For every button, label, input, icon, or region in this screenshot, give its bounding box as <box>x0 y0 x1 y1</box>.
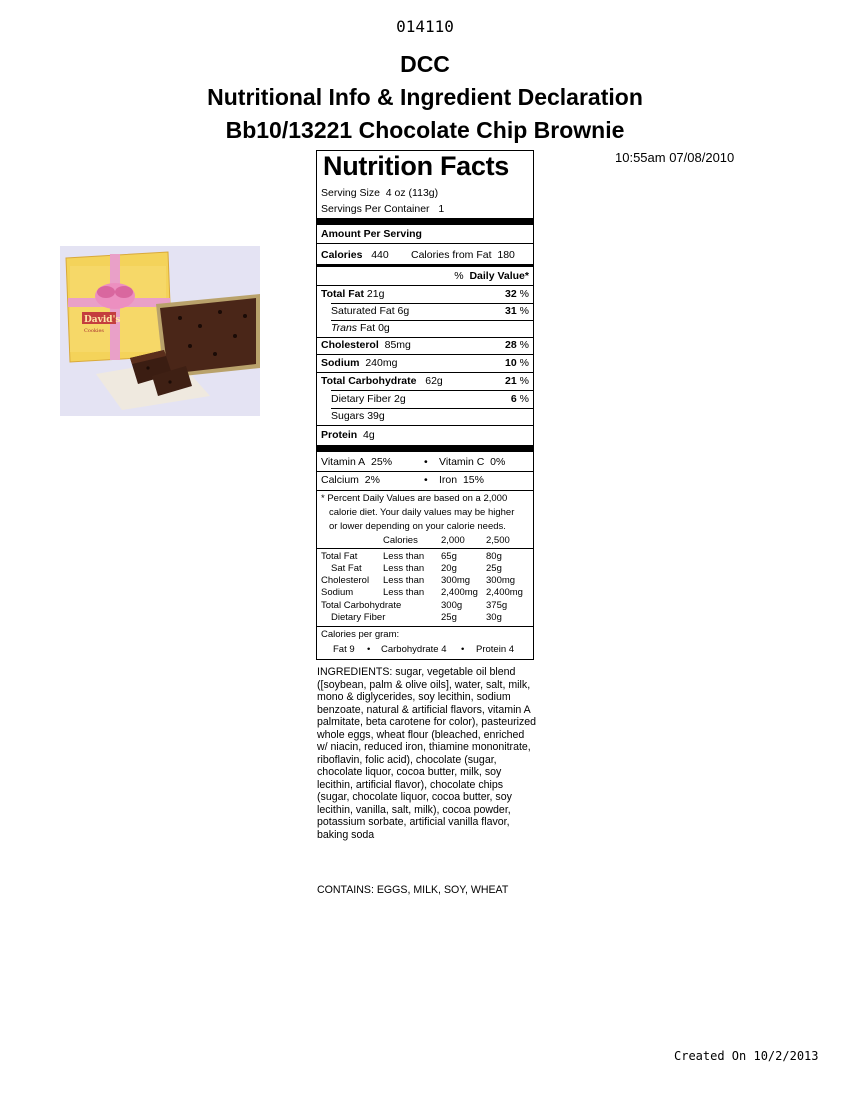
divider <box>317 425 533 426</box>
sugars-label: Sugars <box>331 410 365 422</box>
divider <box>331 303 533 304</box>
trans-fat-label: Fat <box>359 322 376 334</box>
divider <box>317 285 533 286</box>
cholesterol-label: Cholesterol <box>321 339 379 351</box>
document-id: 014110 <box>396 17 454 36</box>
bullet: • <box>367 644 371 655</box>
dv-header-2000: 2,000 <box>441 535 465 546</box>
divider <box>331 408 533 409</box>
dietary-fiber-value: 2g <box>394 393 406 405</box>
percent-sign: % <box>519 393 529 405</box>
divider-thick <box>317 445 533 452</box>
percent-sign: % <box>519 288 529 300</box>
serving-size-row <box>321 188 529 199</box>
dietary-fiber-label: Dietary Fiber <box>331 393 392 405</box>
dv-cell: 375g <box>486 600 508 611</box>
vitamin-row-1 <box>321 457 529 468</box>
total-fat-dv: 32 <box>505 288 517 300</box>
trans-fat-value: 0g <box>378 322 390 334</box>
timestamp: 10:55am 07/08/2010 <box>615 150 735 165</box>
divider <box>317 471 533 472</box>
dv-cell: 300g <box>441 600 463 611</box>
bullet: • <box>424 474 428 486</box>
dv-cell: Total Carbohydrate <box>321 600 402 611</box>
dv-cell: Less than <box>383 587 425 598</box>
carbohydrate-per-gram: Carbohydrate 4 <box>381 644 447 655</box>
sugars-row <box>321 411 529 422</box>
divider <box>317 626 533 627</box>
servings-row <box>321 204 529 215</box>
dv-cell: Less than <box>383 575 425 586</box>
divider-medium <box>317 264 533 267</box>
dietary-fiber-row <box>321 394 529 405</box>
ingredients-text: INGREDIENTS: sugar, vegetable oil blend ([soybean, palm & olive oils], water, salt, milk, mono & diglycerides, soy lecithin, sodium benzoate, natural & artificial flavors, vitamin A palmitate, beta carotene for color), pasteurized whole eggs, wheat flour (bleached, enriched w/ niacin, reduced iron, thiamine mononitrate, riboflavin, folic acid), chocolate (sugar, chocolate liquor, cocoa butter, milk, soy lecithin, artificial flavor), chocolate chips (sugar, chocolate liquor, cocoa butter, soy lecithin, vanilla, salt, milk), cocoa powder, potassium sorbate, artificial vanilla flavor, baking soda <box>317 666 537 841</box>
trans-label: Trans <box>331 322 358 334</box>
trans-fat-row <box>321 323 529 334</box>
footnote-line-2: calorie diet. Your daily values may be higher <box>329 507 515 518</box>
divider <box>317 354 533 355</box>
nutrition-facts-title: Nutrition Facts <box>323 151 510 181</box>
total-fat-value: 21g <box>366 288 385 300</box>
servings-value: 1 <box>438 203 445 215</box>
dv-cell: 300mg <box>441 575 471 586</box>
daily-value-percent: % <box>454 270 464 282</box>
dv-cell: Dietary Fiber <box>331 612 386 623</box>
dv-cell: 300mg <box>486 575 516 586</box>
sugars-value: 39g <box>367 410 385 422</box>
total-carbohydrate-value: 62g <box>425 375 443 387</box>
total-fat-label: Total Fat <box>321 288 364 300</box>
protein-row <box>321 430 529 441</box>
dv-cell: 65g <box>441 551 457 562</box>
total-fat-row <box>321 289 529 300</box>
protein-label: Protein <box>321 429 358 441</box>
calcium-label: Calcium <box>321 474 359 486</box>
protein-per-gram: Protein 4 <box>476 644 515 655</box>
vitamin-row-2 <box>321 475 529 486</box>
dv-cell: Sodium <box>321 587 354 598</box>
divider <box>317 490 533 491</box>
dietary-fiber-dv: 6 <box>510 393 517 405</box>
bullet: • <box>461 644 465 655</box>
calories-fat-label: Calories from Fat <box>411 249 492 261</box>
calories-row <box>321 250 529 261</box>
dv-cell: 2,400mg <box>486 587 523 598</box>
cholesterol-dv: 28 <box>505 339 517 351</box>
vitamin-a-value: 25% <box>371 456 393 468</box>
dv-header-calories: Calories <box>383 535 418 546</box>
dv-cell: Less than <box>383 551 425 562</box>
dv-cell: Less than <box>383 563 425 574</box>
calories-value: 440 <box>371 249 389 261</box>
product-photo <box>60 246 260 416</box>
allergen-statement: CONTAINS: EGGS, MILK, SOY, WHEAT <box>317 884 509 896</box>
created-date: Created On 10/2/2013 <box>674 1049 819 1063</box>
iron-label: Iron <box>439 474 458 486</box>
dv-cell: 25g <box>486 563 502 574</box>
divider <box>317 243 533 244</box>
brand-logo-sub: Cookies <box>84 328 104 334</box>
divider <box>317 337 533 338</box>
protein-value: 4g <box>363 429 375 441</box>
divider <box>331 390 533 391</box>
product-photo-illustration <box>60 246 260 416</box>
percent-sign: % <box>519 339 529 351</box>
sodium-label: Sodium <box>321 357 360 369</box>
cholesterol-row <box>321 340 529 351</box>
footnote-line-1: * Percent Daily Values are based on a 2,000 <box>321 493 508 504</box>
fat-per-gram: Fat 9 <box>333 644 355 655</box>
percent-sign: % <box>519 375 529 387</box>
total-carbohydrate-dv: 21 <box>505 375 517 387</box>
servings-label: Servings Per Container <box>321 203 430 215</box>
cholesterol-value: 85mg <box>384 339 411 351</box>
nutrition-facts-panel <box>316 150 534 660</box>
serving-size-label: Serving Size <box>321 187 380 199</box>
product-name: Bb10/13221 Chocolate Chip Brownie <box>225 117 625 143</box>
vitamin-a-label: Vitamin A <box>321 456 366 468</box>
sodium-dv: 10 <box>505 357 517 369</box>
dv-cell: Cholesterol <box>321 575 370 586</box>
saturated-fat-row <box>321 306 529 317</box>
dv-header-2500: 2,500 <box>486 535 510 546</box>
dv-cell: 30g <box>486 612 502 623</box>
sodium-row <box>321 358 529 369</box>
saturated-fat-value: 6g <box>397 305 410 317</box>
brand-logo-text: David's <box>84 315 121 325</box>
sodium-value: 240mg <box>365 357 398 369</box>
vitamin-c-label: Vitamin C <box>439 456 485 468</box>
vitamin-c-value: 0% <box>490 456 506 468</box>
calories-label: Calories <box>321 249 363 261</box>
daily-value-label: Daily Value* <box>469 270 529 282</box>
divider <box>317 548 533 549</box>
dv-cell: 2,400mg <box>441 587 478 598</box>
divider <box>317 372 533 373</box>
bullet: • <box>424 456 428 468</box>
total-carbohydrate-label: Total Carbohydrate <box>321 375 417 387</box>
dv-cell: 80g <box>486 551 502 562</box>
divider-thick <box>317 218 533 225</box>
calories-fat-value: 180 <box>497 249 515 261</box>
total-carbohydrate-row <box>321 376 529 387</box>
percent-sign: % <box>519 305 529 317</box>
iron-value: 15% <box>462 474 484 486</box>
dv-cell: 25g <box>441 612 457 623</box>
dv-cell: Sat Fat <box>331 563 362 574</box>
divider <box>331 320 533 321</box>
dv-cell: 20g <box>441 563 457 574</box>
dv-cell: Total Fat <box>321 551 358 562</box>
calories-per-gram-label: Calories per gram: <box>321 629 400 640</box>
saturated-fat-label: Saturated Fat <box>331 305 395 317</box>
calcium-value: 2% <box>364 474 380 486</box>
document-title: Nutritional Info & Ingredient Declaration <box>207 84 643 110</box>
serving-size-value: 4 oz (113g) <box>385 187 439 199</box>
amount-per-serving: Amount Per Serving <box>321 228 422 240</box>
footnote-line-3: or lower depending on your calorie needs. <box>329 521 506 532</box>
saturated-fat-dv: 31 <box>505 305 517 317</box>
company-name: DCC <box>400 51 450 77</box>
percent-sign: % <box>519 357 529 369</box>
